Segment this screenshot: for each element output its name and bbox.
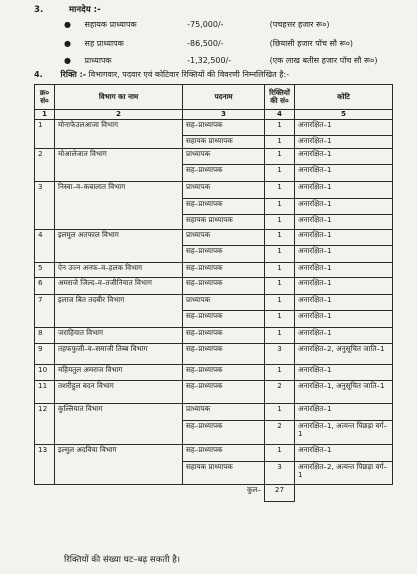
department-name: निस्वा–व–कबालात विभाग	[55, 182, 183, 230]
table-row	[35, 365, 393, 381]
category: अनारक्षित–1	[295, 165, 393, 182]
department-name: मोनाफेउलआजा विभाग	[55, 120, 183, 149]
post-name: प्राध्यापक	[183, 295, 265, 311]
column-index: 4	[265, 110, 295, 120]
post-name: सहायक प्राध्यापक	[183, 462, 265, 485]
vacancy-count: 1	[265, 278, 295, 295]
department-sn: 13	[35, 445, 55, 485]
category: अनारक्षित–1	[295, 136, 393, 149]
section-number: 3.	[34, 5, 44, 15]
post-name: सह–प्राध्यापक	[183, 365, 265, 381]
vacancy-count: 1	[265, 120, 295, 136]
department-sn: 3	[35, 182, 55, 230]
column-index: 5	[295, 110, 393, 120]
section-number: 4.	[34, 70, 43, 79]
section-label: रिक्ति :-	[60, 70, 87, 79]
header-count: रिक्तियों की सं०	[265, 85, 295, 110]
vacancy-count: 1	[265, 149, 295, 165]
department-name: जराहियात विभाग	[55, 328, 183, 344]
department-sn: 5	[35, 263, 55, 278]
section-title: मानदेय :-	[69, 5, 101, 15]
post-name: प्राध्यापक	[183, 404, 265, 421]
vacancy-count: 1	[265, 246, 295, 263]
department-name: मोआलेजात विभाग	[55, 149, 183, 182]
department-name: महियतुल अमराज विभाग	[55, 365, 183, 381]
category: अनारक्षित–1	[295, 263, 393, 278]
amount: -1,32,500/-	[187, 56, 232, 65]
category: अनारक्षित–1	[295, 230, 393, 246]
vacancy-count: 2	[265, 381, 295, 404]
category: अनारक्षित–1	[295, 246, 393, 263]
column-index: 2	[55, 110, 183, 120]
category: अनारक्षित–1	[295, 120, 393, 136]
column-index: 3	[183, 110, 265, 120]
category: अनारक्षित–2, अत्यन्त पिछड़ा वर्ग–1	[295, 462, 393, 485]
department-sn: 1	[35, 120, 55, 149]
department-sn: 9	[35, 344, 55, 365]
category: अनारक्षित–1	[295, 295, 393, 311]
category: अनारक्षित–1	[295, 404, 393, 421]
vacancy-count: 3	[265, 462, 295, 485]
section-text: विभागवार, पदवार एवं कोटिवार रिक्तियों की विवरणी निम्नलिखित है:-	[88, 70, 290, 79]
table-row	[35, 295, 393, 311]
department-sn: 8	[35, 328, 55, 344]
honorarium-row	[64, 38, 353, 50]
table-row	[35, 120, 393, 136]
amount: -75,000/-	[187, 20, 224, 29]
total-label: कुल–	[247, 485, 261, 494]
total-row	[35, 485, 393, 502]
vacancy-count: 1	[265, 328, 295, 344]
bullet-icon: ●	[64, 56, 71, 65]
honorarium-row	[64, 19, 330, 31]
department-sn: 10	[35, 365, 55, 381]
post-name: सह–प्राध्यापक	[183, 165, 265, 182]
category: अनारक्षित–2, अनुसूचित जाति–1	[295, 344, 393, 365]
table-row	[35, 263, 393, 278]
table-row	[35, 381, 393, 404]
post-name: सह–प्राध्यापक	[183, 120, 265, 136]
post-name: सह प्राध्यापक	[84, 39, 124, 48]
category: अनारक्षित–1	[295, 215, 393, 230]
category: अनारक्षित–1, अत्यन्त पिछड़ा वर्ग–1	[295, 421, 393, 445]
post-name: सह–प्राध्यापक	[183, 199, 265, 215]
footer-note: रिक्तियों की संख्या घट–बढ़ सकती है।	[64, 555, 181, 565]
department-name: तशरीहुल बदन विभाग	[55, 381, 183, 404]
total-blank	[295, 485, 393, 502]
post-name: प्राध्यापक	[183, 149, 265, 165]
category: अनारक्षित–1	[295, 278, 393, 295]
vacancy-count: 1	[265, 311, 295, 328]
table-row	[35, 328, 393, 344]
table-row	[35, 230, 393, 246]
department-name: अमराजे जिल्द–व–तजीनियात विभाग	[55, 278, 183, 295]
header-category: कोटि	[295, 85, 393, 110]
post-name: सह–प्राध्यापक	[183, 328, 265, 344]
vacancy-count: 3	[265, 344, 295, 365]
post-name: सह–प्राध्यापक	[183, 344, 265, 365]
table-row	[35, 344, 393, 365]
amount: -86,500/-	[187, 39, 224, 48]
vacancy-count: 1	[265, 182, 295, 199]
category: अनारक्षित–1	[295, 328, 393, 344]
category: अनारक्षित–1, अनुसूचित जाति–1	[295, 381, 393, 404]
post-name: प्राध्यापक	[84, 56, 112, 65]
post-name: सह–प्राध्यापक	[183, 381, 265, 404]
department-name: इलाज बित तदबीर विभाग	[55, 295, 183, 328]
category: अनारक्षित–1	[295, 182, 393, 199]
vacancy-heading	[34, 69, 414, 80]
category: अनारक्षित–1	[295, 311, 393, 328]
honorarium-row	[64, 55, 377, 67]
vacancy-count: 1	[265, 215, 295, 230]
bullet-icon: ●	[64, 39, 71, 48]
department-sn: 6	[35, 278, 55, 295]
amount-in-words: (पचहत्तर हजार रू०)	[269, 20, 330, 29]
amount-in-words: (छियासी हजार पॉच सौ रू०)	[269, 39, 354, 48]
post-name: सह–प्राध्यापक	[183, 421, 265, 445]
vacancy-table	[34, 84, 393, 502]
category: अनारक्षित–1	[295, 199, 393, 215]
honorarium-heading	[34, 3, 101, 15]
department-sn: 2	[35, 149, 55, 182]
department-sn: 4	[35, 230, 55, 263]
category: अनारक्षित–1	[295, 149, 393, 165]
table-row	[35, 149, 393, 165]
table-header-row	[35, 85, 393, 110]
header-sn: क्र० सं०	[35, 85, 55, 110]
table-row	[35, 182, 393, 199]
department-name: कुल्लियात विभाग	[55, 404, 183, 445]
post-name: सह–प्राध्यापक	[183, 311, 265, 328]
header-post: पदनाम	[183, 85, 265, 110]
column-index: 1	[35, 110, 55, 120]
department-sn: 11	[35, 381, 55, 404]
category: अनारक्षित–1	[295, 365, 393, 381]
post-name: प्राध्यापक	[183, 182, 265, 199]
department-name: इलमुल अतफाल विभाग	[55, 230, 183, 263]
post-name: सह–प्राध्यापक	[183, 263, 265, 278]
post-name: सहायक प्राध्यापक	[183, 136, 265, 149]
post-name: सह–प्राध्यापक	[183, 246, 265, 263]
post-name: सह–प्राध्यापक	[183, 445, 265, 462]
vacancy-count: 1	[265, 230, 295, 246]
department-name: इल्मुल अदविया विभाग	[55, 445, 183, 485]
post-name: सहायक प्राध्यापक	[84, 20, 137, 29]
vacancy-count: 1	[265, 445, 295, 462]
vacancy-count: 1	[265, 365, 295, 381]
post-name: सहायक प्राध्यापक	[183, 215, 265, 230]
vacancy-count: 1	[265, 136, 295, 149]
category: अनारक्षित–1	[295, 445, 393, 462]
column-index-row	[35, 110, 393, 120]
vacancy-count: 2	[265, 421, 295, 445]
vacancy-count: 1	[265, 199, 295, 215]
post-name: सह–प्राध्यापक	[183, 278, 265, 295]
table-row	[35, 445, 393, 462]
table-row	[35, 278, 393, 295]
department-name: ऐन उज्न अनफ–व–हलक विभाग	[55, 263, 183, 278]
vacancy-count: 1	[265, 404, 295, 421]
amount-in-words: (एक लाख बतीस हजार पॉच सौ रू०)	[269, 56, 378, 65]
department-name: तहफफुजी–व–समाजी तिब्ब विभाग	[55, 344, 183, 365]
vacancy-count: 1	[265, 165, 295, 182]
vacancy-count: 1	[265, 295, 295, 311]
vacancy-count: 1	[265, 263, 295, 278]
total-value: 27	[265, 485, 295, 502]
department-sn: 7	[35, 295, 55, 328]
bullet-icon: ●	[64, 20, 71, 29]
table-row	[35, 404, 393, 421]
header-department: विभाग का नाम	[55, 85, 183, 110]
post-name: प्राध्यापक	[183, 230, 265, 246]
department-sn: 12	[35, 404, 55, 445]
